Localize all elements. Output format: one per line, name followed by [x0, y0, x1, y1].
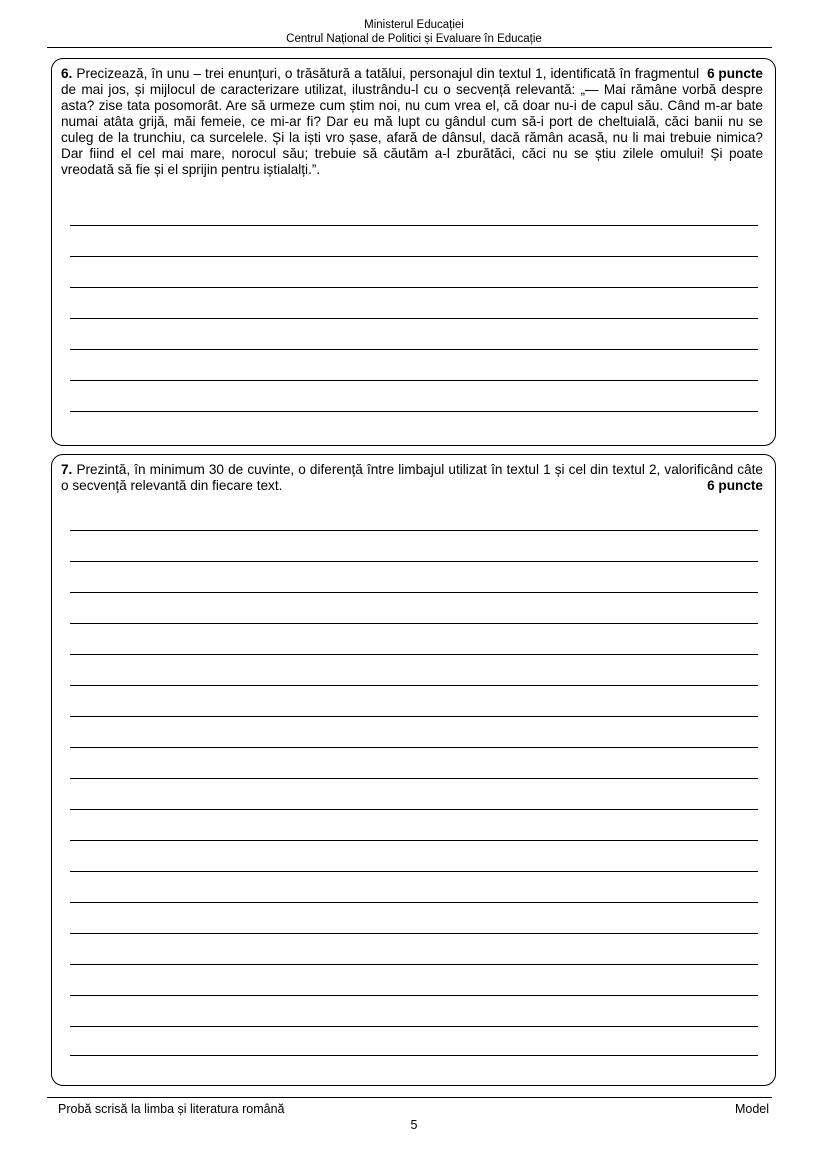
answer-line — [70, 871, 758, 872]
answer-line — [70, 747, 758, 748]
answer-line — [70, 318, 758, 319]
question-6-number: 6. — [61, 66, 73, 81]
footer-exam-title: Probă scrisă la limba și literatura română — [58, 1102, 285, 1116]
question-7-prompt: Prezintă, în minimum 30 de cuvinte, o diferență între limbajul utilizat în textul 1 și cel din textul 2, valorificând câte o secvență relevantă din fiecare text. — [61, 462, 763, 493]
answer-line — [70, 380, 758, 381]
answer-line — [70, 623, 758, 624]
answer-line — [70, 840, 758, 841]
page-number: 5 — [410, 1118, 418, 1132]
answer-line — [70, 1026, 758, 1027]
answer-line — [70, 530, 758, 531]
answer-line — [70, 1055, 758, 1056]
header-center: Centrul Național de Politici și Evaluare în Educație — [286, 33, 542, 45]
answer-line — [70, 778, 758, 779]
answer-line — [70, 809, 758, 810]
answer-line — [70, 256, 758, 257]
answer-line — [70, 995, 758, 996]
question-7-points: 6 puncte — [707, 478, 763, 493]
answer-line — [70, 561, 758, 562]
question-6-text — [61, 66, 763, 178]
question-6-box — [51, 58, 776, 446]
answer-line — [70, 225, 758, 226]
footer-divider — [47, 1097, 772, 1098]
answer-line — [70, 933, 758, 934]
header-divider — [47, 47, 772, 48]
answer-line — [70, 685, 758, 686]
answer-line — [70, 349, 758, 350]
answer-line — [70, 716, 758, 717]
answer-line — [70, 411, 758, 412]
question-7-box — [51, 454, 776, 1086]
answer-line — [70, 592, 758, 593]
question-7-number: 7. — [61, 462, 73, 477]
question-6-prompt: Precizează, în unu – trei enunțuri, o trăsătură a tatălui, personajul din textul 1, identificată în fragmentul de mai jos, și mijlocul de caracterizare utilizat, ilustrându-l cu o secvență relevantă: „— Mai rămâne vorbă despre asta? zise tata posomorât. Are să urmeze cum știm noi, nu cum vrea el, că doar nu-i de capul său. Când m-ar bate numai atâta grijă, măi femeie, ce mi-ar fi? Dar eu mă lupt cu gândul cum să-i port de cheltuială, căci banii nu se culeg de la trunchiu, ca surcelele. Și la iști vro șase, afară de dânsul, dacă rămân acasă, nu li mai trebuie nimica? Dar fiind el cel mai mare, norocul său; trebuie să căutăm a-l zburătăci, căci nu se știu zilele omului! Și poate vreodată să fie și el sprijin pentru iștialalți.”. — [61, 66, 763, 177]
question-6-points: 6 puncte — [707, 66, 763, 81]
footer-model-label: Model — [734, 1102, 769, 1116]
answer-line — [70, 902, 758, 903]
page-header — [0, 18, 828, 46]
answer-line — [70, 654, 758, 655]
answer-line — [70, 964, 758, 965]
answer-line — [70, 287, 758, 288]
question-7-text — [61, 462, 763, 494]
header-ministry: Ministerul Educației — [364, 19, 464, 31]
